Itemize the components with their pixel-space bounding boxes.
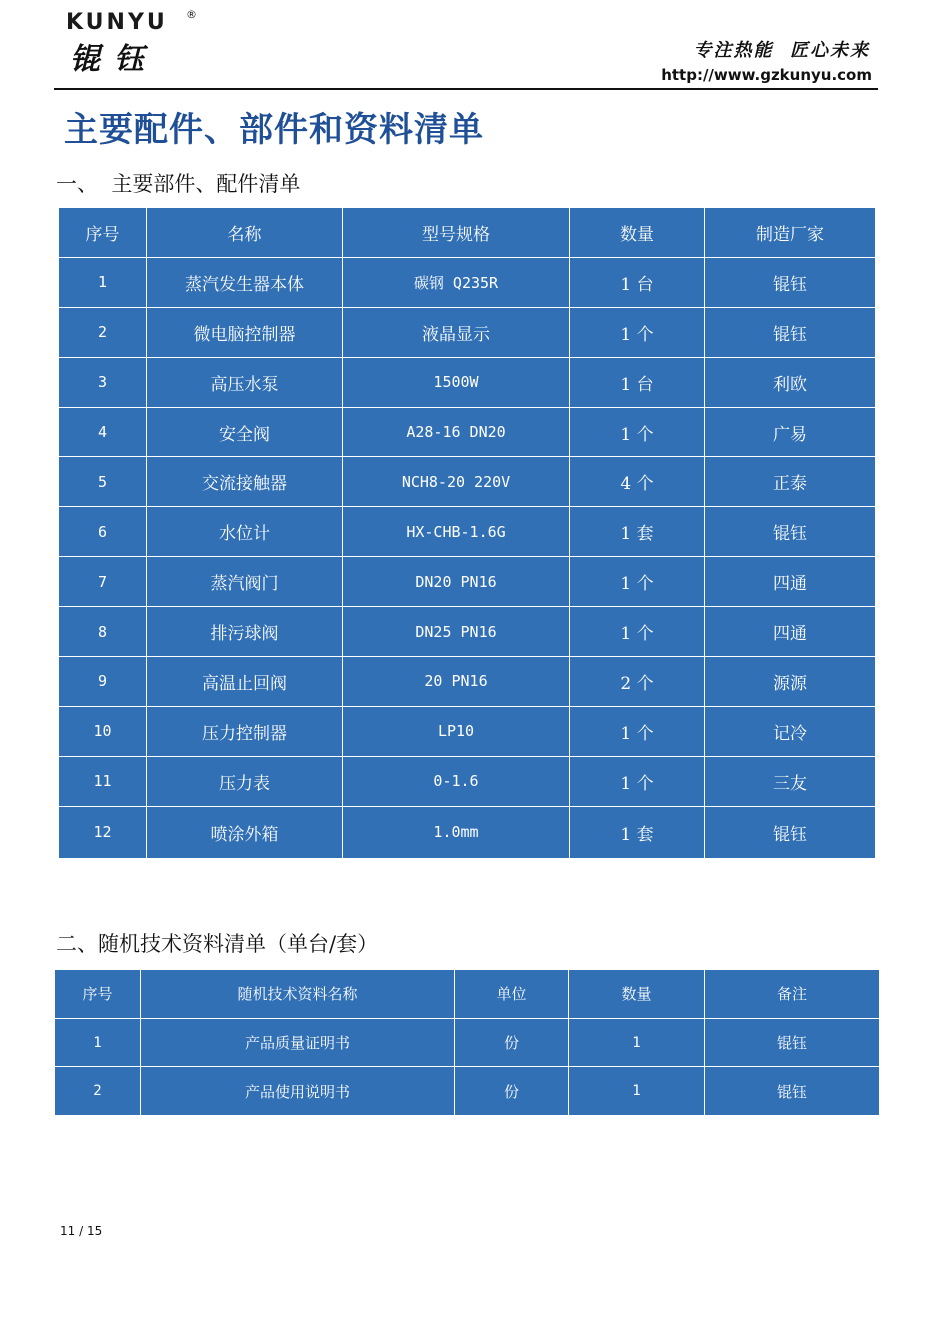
part-name: 蒸汽发生器本体 [147, 257, 343, 307]
part-spec: NCH8-20 220V [343, 457, 570, 507]
table-header-row [55, 970, 880, 1019]
header-cell: 制造厂家 [705, 208, 876, 258]
logo-chinese-name: 锟钰 [70, 42, 158, 77]
section-title-documents: 二、随机技术资料清单（单台/套） [56, 932, 379, 956]
row-index: 10 [59, 706, 147, 756]
logo-wordmark: KUNYU [66, 10, 168, 35]
row-index: 3 [59, 357, 147, 407]
table-header-row [59, 208, 876, 258]
row-index: 1 [55, 1018, 141, 1067]
page-number: 11 / 15 [60, 1224, 103, 1238]
document-quantity: 1 [569, 1018, 705, 1067]
header-cell: 型号规格 [343, 208, 570, 258]
part-quantity: 1 台 [570, 357, 705, 407]
row-index: 12 [59, 806, 147, 858]
document-unit: 份 [455, 1067, 569, 1116]
table-row [59, 657, 876, 707]
part-manufacturer: 记冷 [705, 706, 876, 756]
document-remark: 锟钰 [705, 1067, 880, 1116]
logo-registered-mark: ® [186, 8, 197, 21]
part-manufacturer: 源源 [705, 657, 876, 707]
parts-table [58, 207, 876, 859]
table-row [59, 407, 876, 457]
document-name: 产品质量证明书 [141, 1018, 455, 1067]
header-cell: 序号 [55, 970, 141, 1019]
table-row [59, 557, 876, 607]
row-index: 9 [59, 657, 147, 707]
header-slogan: 专注热能 匠心未来 [693, 40, 870, 61]
part-spec: 0-1.6 [343, 756, 570, 806]
part-quantity: 1 台 [570, 257, 705, 307]
table-row [59, 806, 876, 858]
header-cell: 单位 [455, 970, 569, 1019]
document-unit: 份 [455, 1018, 569, 1067]
table-row [55, 1018, 880, 1067]
table-row [59, 607, 876, 657]
part-name: 水位计 [147, 507, 343, 557]
document-quantity: 1 [569, 1067, 705, 1116]
part-spec: 液晶显示 [343, 307, 570, 357]
part-quantity: 1 套 [570, 507, 705, 557]
part-name: 排污球阀 [147, 607, 343, 657]
part-manufacturer: 广易 [705, 407, 876, 457]
part-manufacturer: 四通 [705, 557, 876, 607]
document-remark: 锟钰 [705, 1018, 880, 1067]
part-quantity: 1 个 [570, 307, 705, 357]
header-cell: 数量 [569, 970, 705, 1019]
part-quantity: 1 个 [570, 706, 705, 756]
part-manufacturer: 利欧 [705, 357, 876, 407]
part-quantity: 4 个 [570, 457, 705, 507]
header-divider [54, 88, 878, 90]
part-spec: 20 PN16 [343, 657, 570, 707]
row-index: 6 [59, 507, 147, 557]
table-row [59, 706, 876, 756]
row-index: 8 [59, 607, 147, 657]
part-spec: LP10 [343, 706, 570, 756]
table-row [59, 756, 876, 806]
part-spec: 1500W [343, 357, 570, 407]
part-name: 交流接触器 [147, 457, 343, 507]
part-name: 蒸汽阀门 [147, 557, 343, 607]
part-manufacturer: 锟钰 [705, 507, 876, 557]
row-index: 4 [59, 407, 147, 457]
company-logo [66, 8, 216, 80]
table-row [59, 357, 876, 407]
part-quantity: 1 个 [570, 756, 705, 806]
part-manufacturer: 锟钰 [705, 257, 876, 307]
row-index: 5 [59, 457, 147, 507]
part-name: 微电脑控制器 [147, 307, 343, 357]
header-url[interactable]: http://www.gzkunyu.com [661, 66, 872, 84]
header-cell: 序号 [59, 208, 147, 258]
part-quantity: 1 个 [570, 407, 705, 457]
header-cell: 数量 [570, 208, 705, 258]
part-manufacturer: 锟钰 [705, 806, 876, 858]
part-manufacturer: 锟钰 [705, 307, 876, 357]
part-name: 喷涂外箱 [147, 806, 343, 858]
table-row [55, 1067, 880, 1116]
row-index: 7 [59, 557, 147, 607]
part-spec: DN20 PN16 [343, 557, 570, 607]
row-index: 11 [59, 756, 147, 806]
header-cell: 名称 [147, 208, 343, 258]
part-name: 高压水泵 [147, 357, 343, 407]
part-quantity: 1 套 [570, 806, 705, 858]
part-spec: A28-16 DN20 [343, 407, 570, 457]
part-manufacturer: 正泰 [705, 457, 876, 507]
part-quantity: 2 个 [570, 657, 705, 707]
row-index: 1 [59, 257, 147, 307]
part-manufacturer: 四通 [705, 607, 876, 657]
part-name: 安全阀 [147, 407, 343, 457]
header-cell: 备注 [705, 970, 880, 1019]
documents-table [54, 969, 880, 1116]
page-title: 主要配件、部件和资料清单 [64, 110, 484, 150]
part-quantity: 1 个 [570, 607, 705, 657]
section-title-parts: 一、 主要部件、配件清单 [56, 172, 301, 196]
part-name: 压力表 [147, 756, 343, 806]
header-cell: 随机技术资料名称 [141, 970, 455, 1019]
table-row [59, 257, 876, 307]
part-name: 高温止回阀 [147, 657, 343, 707]
part-spec: HX-CHB-1.6G [343, 507, 570, 557]
table-row [59, 507, 876, 557]
part-spec: 1.0mm [343, 806, 570, 858]
table-row [59, 457, 876, 507]
document-name: 产品使用说明书 [141, 1067, 455, 1116]
part-spec: DN25 PN16 [343, 607, 570, 657]
part-spec: 碳钢 Q235R [343, 257, 570, 307]
row-index: 2 [55, 1067, 141, 1116]
part-quantity: 1 个 [570, 557, 705, 607]
row-index: 2 [59, 307, 147, 357]
part-manufacturer: 三友 [705, 756, 876, 806]
part-name: 压力控制器 [147, 706, 343, 756]
table-row [59, 307, 876, 357]
